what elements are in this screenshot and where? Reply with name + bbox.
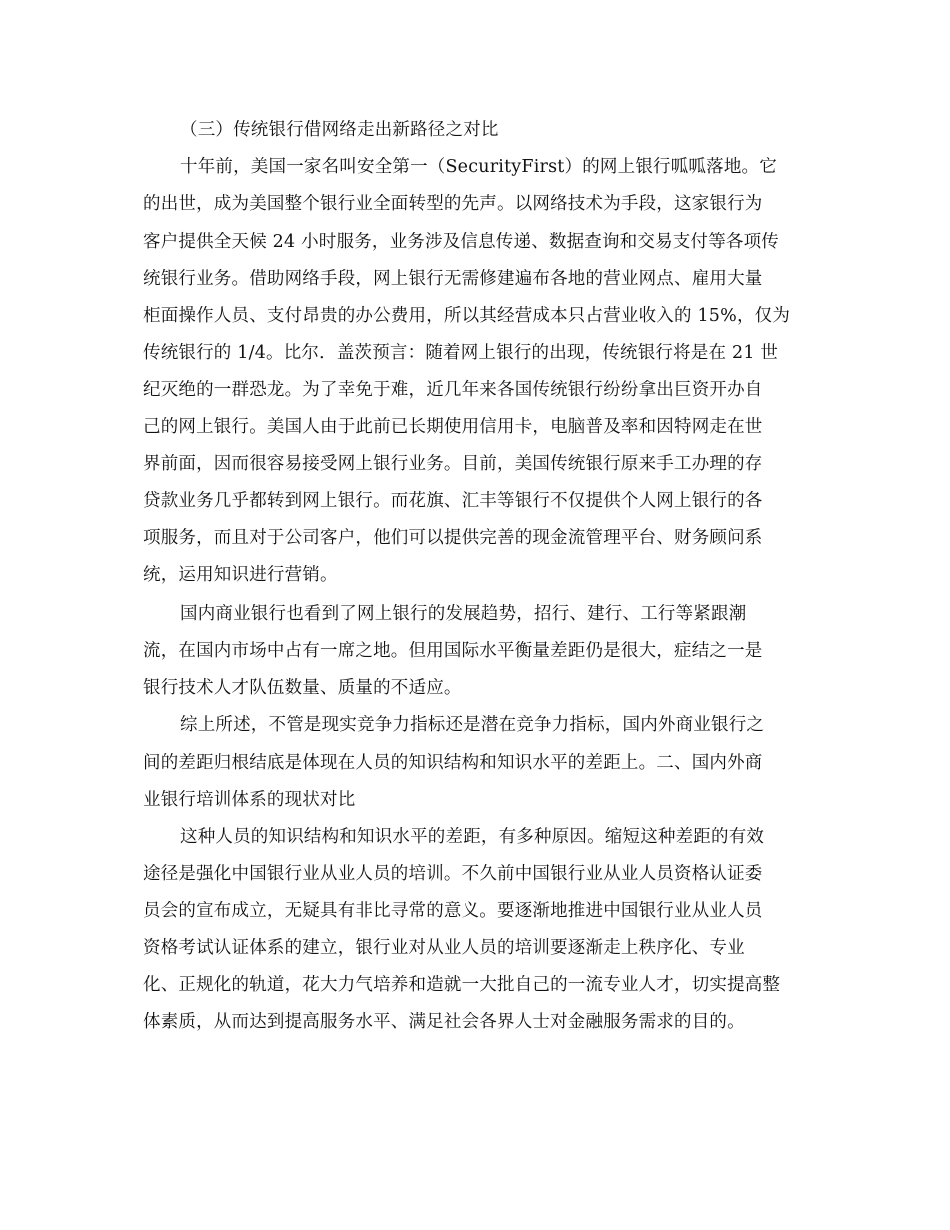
paragraph-line: 流，在国内市场中占有一席之地。但用国际水平衡量差距仍是很大，症结之一是 <box>143 641 763 661</box>
paragraph-line: 这种人员的知识结构和知识水平的差距，有多种原因。缩短这种差距的有效 <box>180 827 765 847</box>
section-heading: （三）传统银行借网络走出新路径之对比 <box>180 120 499 140</box>
paragraph-line: 己的网上银行。美国人由于此前已长期使用信用卡，电脑普及率和因特网走在世 <box>143 417 763 437</box>
paragraph-line: 统，运用知识进行营销。 <box>143 565 338 585</box>
paragraph-line: 综上所述，不管是现实竞争力指标还是潜在竞争力指标，国内外商业银行之 <box>180 715 765 735</box>
paragraph-line: 统银行业务。借助网络手段，网上银行无需修建遍布各地的营业网点、雇用大量 <box>143 269 763 289</box>
paragraph-line: 的出世，成为美国整个银行业全面转型的先声。以网络技术为手段，这家银行为 <box>143 194 763 214</box>
paragraph-line: 化、正规化的轨道，花大力气培养和造就一大批自己的一流专业人才，切实提高整 <box>143 975 781 995</box>
paragraph-line: 纪灭绝的一群恐龙。为了幸免于难，近几年来各国传统银行纷纷拿出巨资开办自 <box>143 380 763 400</box>
paragraph-line: 十年前，美国一家名叫安全第一（SecurityFirst）的网上银行呱呱落地。它 <box>180 157 777 177</box>
paragraph-line: 资格考试认证体系的建立，银行业对从业人员的培训要逐渐走上秩序化、专业 <box>143 938 745 958</box>
paragraph-line: 界前面，因而很容易接受网上银行业务。目前，美国传统银行原来手工办理的存 <box>143 454 763 474</box>
paragraph-line: 传统银行的 1/4。比尔．盖茨预言：随着网上银行的出现，传统银行将是在 21 世 <box>143 343 779 363</box>
paragraph-line: 贷款业务几乎都转到网上银行。而花旗、汇丰等银行不仅提供个人网上银行的各 <box>143 491 763 511</box>
paragraph-line: 国内商业银行也看到了网上银行的发展趋势，招行、建行、工行等紧跟潮 <box>180 604 747 624</box>
paragraph-line: 员会的宣布成立，无疑具有非比寻常的意义。要逐渐地推进中国银行业从业人员 <box>143 901 763 921</box>
paragraph-line: 项服务，而且对于公司客户，他们可以提供完善的现金流管理平台、财务顾问系 <box>143 528 763 548</box>
paragraph-line: 银行技术人才队伍数量、质量的不适应。 <box>143 678 462 698</box>
paragraph-line: 体素质，从而达到提高服务水平、满足社会各界人士对金融服务需求的目的。 <box>143 1012 745 1032</box>
paragraph-line: 客户提供全天候 24 小时服务，业务涉及信息传递、数据查询和交易支付等各项传 <box>143 232 779 252</box>
paragraph-line: 间的差距归根结底是体现在人员的知识结构和知识水平的差距上。二、国内外商 <box>143 753 763 773</box>
paragraph-line: 业银行培训体系的现状对比 <box>143 790 356 810</box>
paragraph-line: 途径是强化中国银行业从业人员的培训。不久前中国银行业从业人员资格认证委 <box>143 864 763 884</box>
paragraph-line: 柜面操作人员、支付昂贵的办公费用，所以其经营成本只占营业收入的 15%，仅为 <box>143 306 791 326</box>
